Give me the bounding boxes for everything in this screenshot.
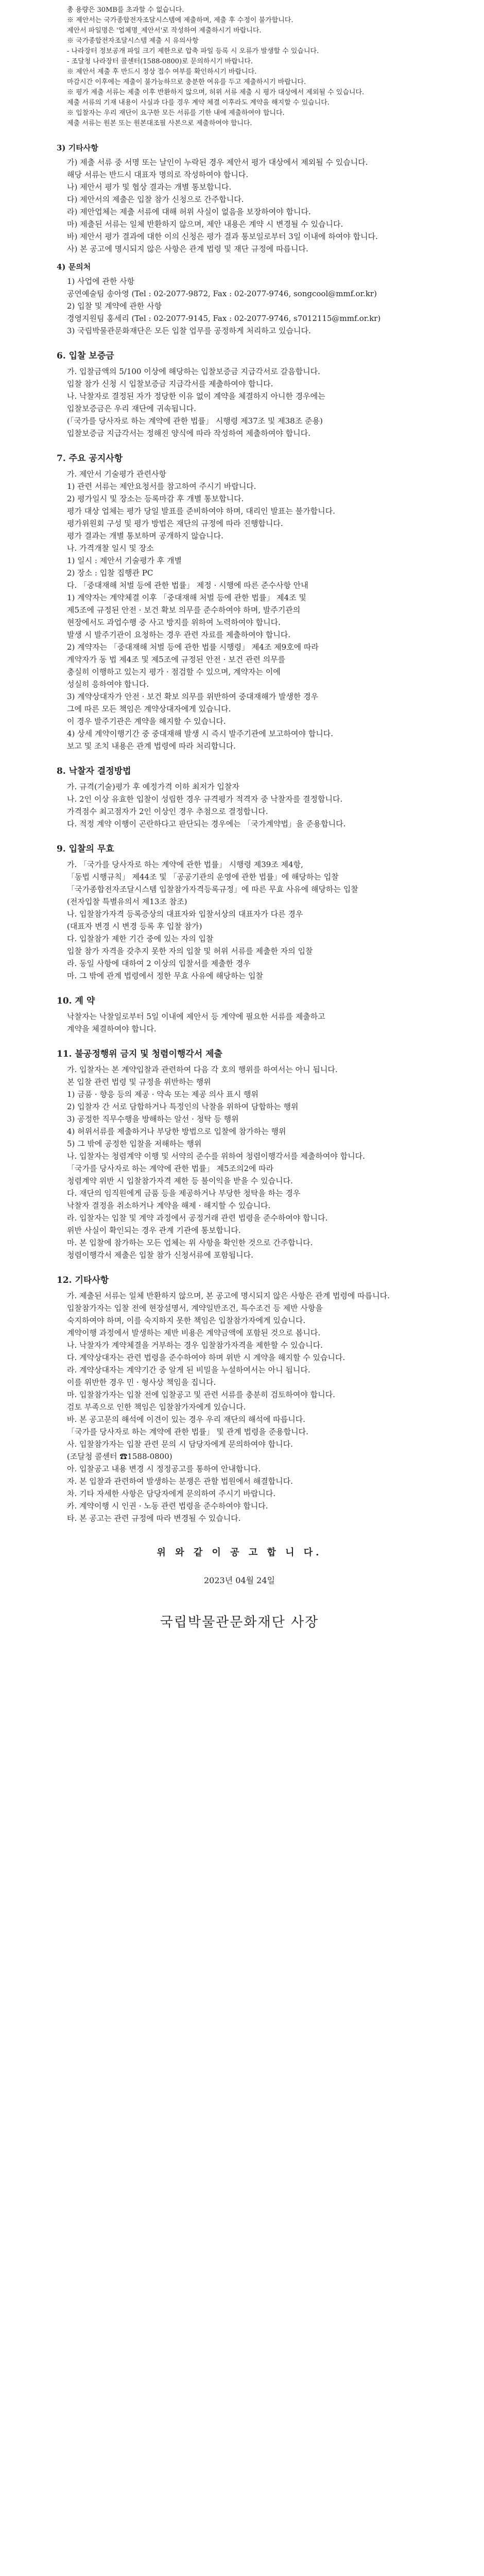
sec11-list: [57, 1063, 422, 1261]
sec11-items-line: 가. 입찰자는 본 계약입찰과 관련하여 다음 각 호의 행위를 하여서는 아니 됩니다.: [67, 1065, 338, 1074]
sec12-list: [57, 1290, 422, 1524]
sec4-title: 4) 문의처: [57, 262, 91, 272]
sec7-items-line: 3) 계약상대자가 안전 · 보건 확보 의무를 위반하여 중대재해가 발생한 경우: [67, 692, 319, 701]
sec12-items-line: 사. 입찰참가자는 입찰 관련 문의 시 담당자에게 문의하여야 합니다.: [67, 1439, 293, 1449]
top-notes-line: 마감시간 이후에는 제출이 불가능하므로 충분한 여유를 두고 제출하시기 바랍니다.: [67, 78, 306, 86]
sec11-items-line: 「국가를 당사자로 하는 계약에 관한 법률」 제5조의2에 따라: [67, 1164, 274, 1173]
sec3-items-line: 해당 서류는 반드시 대표자 명의로 작성하여야 합니다.: [67, 170, 249, 179]
sec9-items-line: 입찰 참가 자격을 갖추지 못한 자의 입찰 및 허위 서류를 제출한 자의 입찰: [67, 946, 313, 956]
sec12-items-line: 카. 계약이행 시 인권 · 노동 관련 법령을 준수하여야 합니다.: [67, 1501, 268, 1511]
sec12-items-line: (조달청 콜센터 ☎1588-0800): [67, 1452, 172, 1461]
top-notes-line: 제안서 파일명은 '업체명_제안서'로 작성하여 제출하시기 바랍니다.: [67, 27, 262, 35]
sec12-title: 12. 기타사항: [57, 1275, 109, 1285]
top-notes-line: ※ 입찰자는 우리 재단이 요구한 모든 서류를 기한 내에 제출하여야 합니다.: [67, 109, 285, 117]
sec7-items-line: 성실히 응하여야 합니다.: [67, 680, 149, 689]
sec7-list: [57, 468, 422, 752]
sec7-items-line: 보고 및 조치 내용은 관계 법령에 따라 처리합니다.: [67, 741, 236, 751]
sec7-items-line: 2) 평가일시 및 장소는 등록마감 후 개별 통보합니다.: [67, 494, 244, 503]
sec12-items-line: 검토 부족으로 인한 책임은 입찰참가자에게 있습니다.: [67, 1402, 246, 1412]
sec12-items-line: 라. 계약상대자는 계약기간 중 알게 된 비밀을 누설하여서는 아니 됩니다.: [67, 1365, 310, 1375]
top-notes-line: ※ 국가종합전자조달시스템 제출 시 유의사항: [67, 37, 199, 45]
sec9-items-line: (대표자 변경 시 변경 등록 후 입찰 참가): [67, 922, 202, 931]
sec4-items-line: 2) 입찰 및 계약에 관한 사항: [67, 301, 162, 311]
sec6-items-line: 입찰 참가 신청 시 입찰보증금 지급각서를 제출하여야 합니다.: [67, 379, 273, 388]
sec11-items-line: 청렴이행각서 제출은 입찰 참가 신청서류에 포함됩니다.: [67, 1250, 253, 1260]
sec11-items-line: 1) 금품 · 향응 등의 제공 · 약속 또는 제공 의사 표시 행위: [67, 1090, 258, 1099]
sec4-items-line: 1) 사업에 관한 사항: [67, 277, 135, 286]
sec11-items-line: 마. 본 입찰에 참가하는 모든 업체는 위 사항을 확인한 것으로 간주합니다.: [67, 1238, 313, 1247]
sec6-items-line: 입찰보증금 지급각서는 정해진 양식에 따라 작성하여 제출하여야 합니다.: [67, 429, 310, 438]
sec7-title: 7. 주요 공지사항: [57, 453, 123, 464]
sec12-items-line: 아. 입찰공고 내용 변경 시 정정공고를 통하여 안내합니다.: [67, 1464, 261, 1473]
sec9-items-line: 「국가종합전자조달시스템 입찰참가자격등록규정」에 따른 무효 사유에 해당하는 입찰: [67, 885, 358, 894]
sec9-items-line: 「동법 시행규칙」 제44조 및 「공공기관의 운영에 관한 법률」에 해당하는 입찰: [67, 872, 339, 882]
sec7-items-line: 현장에서도 과업수행 중 사고 방지를 위하여 노력하여야 합니다.: [67, 618, 281, 627]
top-notes-line: - 나라장터 정보공개 파일 크기 제한으로 압축 파일 등록 시 오류가 발생할 수 있습니다.: [67, 47, 319, 55]
sec9-list: [57, 858, 422, 982]
sec11-items-line: 2) 입찰자 간 서로 담합하거나 특정인의 낙찰을 위하여 담합하는 행위: [67, 1102, 299, 1111]
sec11-items-line: 라. 입찰자는 입찰 및 계약 과정에서 공정거래 관련 법령을 준수하여야 합니다.: [67, 1213, 328, 1223]
top-notes: [57, 5, 422, 129]
sec11-items-line: 다. 재단의 임직원에게 금품 등을 제공하거나 부당한 청탁을 하는 경우: [67, 1189, 301, 1198]
sec12-items-line: 바. 본 공고문의 해석에 이견이 있는 경우 우리 재단의 해석에 따릅니다.: [67, 1415, 305, 1424]
sec9-items-line: 가. 「국가를 당사자로 하는 계약에 관한 법률」 시행령 제39조 제4항,: [67, 860, 303, 869]
sec3-items-line: 마) 제출된 서류는 일체 반환하지 않으며, 제안 내용은 계약 시 변경될 수 있습니다.: [67, 219, 343, 229]
sec12-items-line: 숙지하여야 하며, 이를 숙지하지 못한 책임은 입찰참가자에게 있습니다.: [67, 1316, 306, 1325]
sec4-items-line: 3) 국립박물관문화재단은 모든 입찰 업무를 공정하게 처리하고 있습니다.: [67, 326, 311, 335]
sec7-items-line: 평가위원회 구성 및 평가 방법은 재단의 규정에 따라 진행합니다.: [67, 519, 283, 528]
sec3-items-line: 가) 제출 서류 중 서명 또는 날인이 누락된 경우 제안서 평가 대상에서 제외될 수 있습니다.: [67, 158, 368, 167]
sec10-items-line: 계약을 체결하여야 합니다.: [67, 1024, 157, 1033]
sec3-items-line: 나) 제안서 평가 및 협상 결과는 개별 통보합니다.: [67, 182, 232, 192]
sec12-items-line: 마. 입찰참가자는 입찰 전에 입찰공고 및 관련 서류를 충분히 검토하여야 합니다.: [67, 1390, 335, 1399]
sec7-items-line: 나. 가격개찰 일시 및 장소: [67, 544, 154, 553]
sec7-items-line: 발생 시 발주기관이 요청하는 경우 관련 자료를 제출하여야 합니다.: [67, 630, 291, 639]
sec7-items-line: 2) 장소 : 입찰 집행관 PC: [67, 568, 153, 578]
top-notes-line: 제출 서류의 기재 내용이 사실과 다를 경우 계약 체결 이후라도 계약을 해지할 수 있습니다.: [67, 99, 330, 107]
sec3-title: 3) 기타사항: [57, 143, 98, 152]
sec7-items-line: 2) 계약자는 「중대재해 처벌 등에 관한 법률 시행령」 제4조 제9호에 따라: [67, 642, 319, 652]
sec11-items-line: 낙찰자 결정을 취소하거나 계약을 해제 · 해지할 수 있습니다.: [67, 1201, 271, 1210]
top-notes-line: - 조달청 나라장터 콜센터(1588-0800)로 문의하시기 바랍니다.: [67, 58, 253, 65]
sec7-items-line: 계약자가 동 법 제4조 및 제5조에 규정된 안전 · 보건 관련 의무를: [67, 655, 286, 664]
sec12-items-line: 차. 기타 자세한 사항은 담당자에게 문의하여 주시기 바랍니다.: [67, 1489, 276, 1498]
sec12-items-line: 가. 제출된 서류는 일체 반환하지 않으며, 본 공고에 명시되지 않은 사항은 관계 법령에 따릅니다.: [67, 1291, 390, 1300]
sec8-items-line: 나. 2인 이상 유효한 입찰이 성립한 경우 규격평가 적격자 중 낙찰자를 결정합니다.: [67, 794, 343, 804]
sec3-list: [57, 156, 422, 255]
sec6-items-line: 가. 입찰금액의 5/100 이상에 해당하는 입찰보증금 지급각서로 갈음합니다.: [67, 367, 320, 376]
sec7-items-line: 가. 제안서 기술평가 관련사항: [67, 469, 166, 479]
sec11-items-line: 나. 입찰자는 청렴계약 이행 및 서약의 준수를 위하여 청렴이행각서를 제출하여야 합니다.: [67, 1151, 365, 1161]
sec7-items-line: 평가 대상 업체는 평가 당일 발표를 준비하여야 하며, 대리인 발표는 불가합니다.: [67, 506, 335, 516]
sec6-title: 6. 입찰 보증금: [57, 351, 114, 361]
sec4-list: [57, 275, 422, 337]
sec7-items-line: 충실히 이행하고 있는지 평가 · 점검할 수 있으며, 계약자는 이에: [67, 667, 281, 676]
organization-signature: 국립박물관문화재단 사장: [160, 1615, 319, 1630]
sec8-items-line: 가. 규격(기술)평가 후 예정가격 이하 최저가 입찰자: [67, 782, 239, 791]
sec10-title: 10. 계 약: [57, 996, 95, 1006]
sec7-items-line: 이 경우 발주기관은 계약을 해지할 수 있습니다.: [67, 717, 226, 726]
top-notes-line: ※ 제안서 제출 후 반드시 정상 접수 여부를 확인하시기 바랍니다.: [67, 68, 257, 76]
sec9-items-line: 나. 입찰참가자격 등록증상의 대표자와 입찰서상의 대표자가 다른 경우: [67, 909, 303, 919]
sec3-items-line: 라) 제안업체는 제출 서류에 대해 허위 사실이 없음을 보장하여야 합니다.: [67, 207, 311, 216]
sec3-items-line: 사) 본 공고에 명시되지 않은 사항은 관계 법령 및 재단 규정에 따릅니다.: [67, 244, 308, 253]
top-notes-line: 제출 서류는 원본 또는 원본대조필 사본으로 제출하여야 합니다.: [67, 120, 252, 127]
sec12-items-line: 이를 위반한 경우 민 · 형사상 책임을 집니다.: [67, 1378, 216, 1387]
sec12-items-line: 나. 낙찰자가 계약체결을 거부하는 경우 입찰참가자격을 제한할 수 있습니다.: [67, 1341, 323, 1350]
sec7-items-line: 1) 일시 : 제안서 기술평가 후 개별: [67, 556, 182, 565]
sec8-list: [57, 781, 422, 830]
sec9-items-line: (전자입찰 특별유의서 제13조 참조): [67, 897, 187, 906]
sec6-list: [57, 365, 422, 439]
sec6-items-line: 나. 낙찰자로 결정된 자가 정당한 이유 없이 계약을 체결하지 아니한 경우에는: [67, 392, 325, 401]
closing-statement: 위 와 같 이 공 고 합 니 다.: [157, 1547, 322, 1558]
sec11-items-line: 3) 공정한 직무수행을 방해하는 알선 · 청탁 등 행위: [67, 1114, 239, 1124]
sec7-items-line: 1) 계약자는 계약체결 이후 「중대재해 처벌 등에 관한 법률」 제4조 및: [67, 593, 306, 602]
sec7-items-line: 1) 관련 서류는 제안요청서를 참고하여 주시기 바랍니다.: [67, 482, 256, 491]
sec11-items-line: 본 입찰 관련 법령 및 규정을 위반하는 행위: [67, 1077, 211, 1087]
sec9-items-line: 마. 그 밖에 관계 법령에서 정한 무효 사유에 해당하는 입찰: [67, 971, 263, 980]
sec8-title: 8. 낙찰자 결정방법: [57, 766, 131, 776]
sec11-items-line: 5) 그 밖에 공정한 입찰을 저해하는 행위: [67, 1139, 202, 1148]
sec7-items-line: 제5조에 규정된 안전 · 보건 확보 의무를 준수하여야 하며, 발주기관의: [67, 605, 301, 615]
sec8-items-line: 다. 적정 계약 이행이 곤란하다고 판단되는 경우에는 「국가계약법」을 준용합니다.: [67, 819, 346, 828]
sec12-items-line: 다. 계약상대자는 관련 법령을 준수하여야 하며 위반 시 계약을 해지할 수 있습니다.: [67, 1353, 345, 1362]
sec7-items-line: 그에 따른 모든 책임은 계약상대자에게 있습니다.: [67, 704, 231, 714]
sec3-items-line: 바) 제안서 평가 결과에 대한 이의 신청은 평가 결과 통보일로부터 3일 이내에 하여야 합니다.: [67, 232, 378, 241]
sec3-items-line: 다) 제안서의 제출은 입찰 참가 신청으로 간주합니다.: [67, 195, 244, 204]
top-notes-line: 총 용량은 30MB를 초과할 수 없습니다.: [67, 6, 184, 14]
sec4-items-line: 경영지원팀 홍세리 (Tel : 02-2077-9145, Fax : 02-2077-9746, s7012115@mmf.or.kr): [67, 314, 381, 323]
sec4-items-line: 공연예술팀 송아영 (Tel : 02-2077-9872, Fax : 02-2077-9746, songcool@mmf.or.kr): [67, 289, 377, 298]
sec7-items-line: 4) 상세 계약이행기간 중 중대재해 발생 시 즉시 발주기관에 보고하여야 합니다.: [67, 729, 334, 738]
sec6-items-line: 입찰보증금은 우리 재단에 귀속됩니다.: [67, 404, 196, 413]
sec12-items-line: 입찰참가자는 입찰 전에 현장설명서, 계약일반조건, 특수조건 등 제반 사항을: [67, 1303, 323, 1313]
sec11-items-line: 청렴계약 위반 시 입찰참가자격 제한 등 불이익을 받을 수 있습니다.: [67, 1176, 293, 1185]
sec9-title: 9. 입찰의 무효: [57, 844, 114, 854]
sec7-items-line: 다. 「중대재해 처벌 등에 관한 법률」 제정 · 시행에 따른 준수사항 안내: [67, 581, 308, 590]
top-notes-line: ※ 평가 제출 서류는 제출 이후 반환하지 않으며, 허위 서류 제출 시 평가 대상에서 제외될 수 있습니다.: [67, 89, 365, 96]
sec12-items-line: 계약이행 과정에서 발생하는 제반 비용은 계약금액에 포함된 것으로 봅니다.: [67, 1328, 321, 1337]
sec12-items-line: 「국가를 당사자로 하는 계약에 관한 법률」 및 관계 법령을 준용합니다.: [67, 1427, 308, 1436]
top-notes-line: ※ 제안서는 국가종합전자조달시스템에 제출하며, 제출 후 수정이 불가합니다.: [67, 16, 293, 24]
sec12-items-line: 자. 본 입찰과 관련하여 발생하는 분쟁은 관할 법원에서 해결합니다.: [67, 1477, 293, 1486]
sec11-title: 11. 불공정행위 금지 및 청렴이행각서 제출: [57, 1049, 222, 1059]
sec11-items-line: 위반 사실이 확인되는 경우 관계 기관에 통보합니다.: [67, 1226, 241, 1235]
sec6-items-line: (「국가를 당사자로 하는 계약에 관한 법률」 시행령 제37조 및 제38조 준용): [67, 416, 323, 426]
sec7-items-line: 평가 결과는 개별 통보하며 공개하지 않습니다.: [67, 531, 223, 540]
sec8-items-line: 가격점수 최고점자가 2인 이상인 경우 추첨으로 결정합니다.: [67, 807, 268, 816]
sec10-list: [57, 1010, 422, 1035]
sec12-items-line: 타. 본 공고는 관련 규정에 따라 변경될 수 있습니다.: [67, 1514, 241, 1523]
sec10-items-line: 낙찰자는 낙찰일로부터 5일 이내에 제안서 등 계약에 필요한 서류를 제출하고: [67, 1012, 325, 1021]
announcement-date: 2023년 04월 24일: [204, 1575, 275, 1585]
sec9-items-line: 라. 동일 사항에 대하여 2 이상의 입찰서를 제출한 경우: [67, 959, 251, 968]
sec11-items-line: 4) 허위서류를 제출하거나 부당한 방법으로 입찰에 참가하는 행위: [67, 1127, 286, 1136]
sec9-items-line: 다. 입찰참가 제한 기간 중에 있는 자의 입찰: [67, 934, 214, 943]
